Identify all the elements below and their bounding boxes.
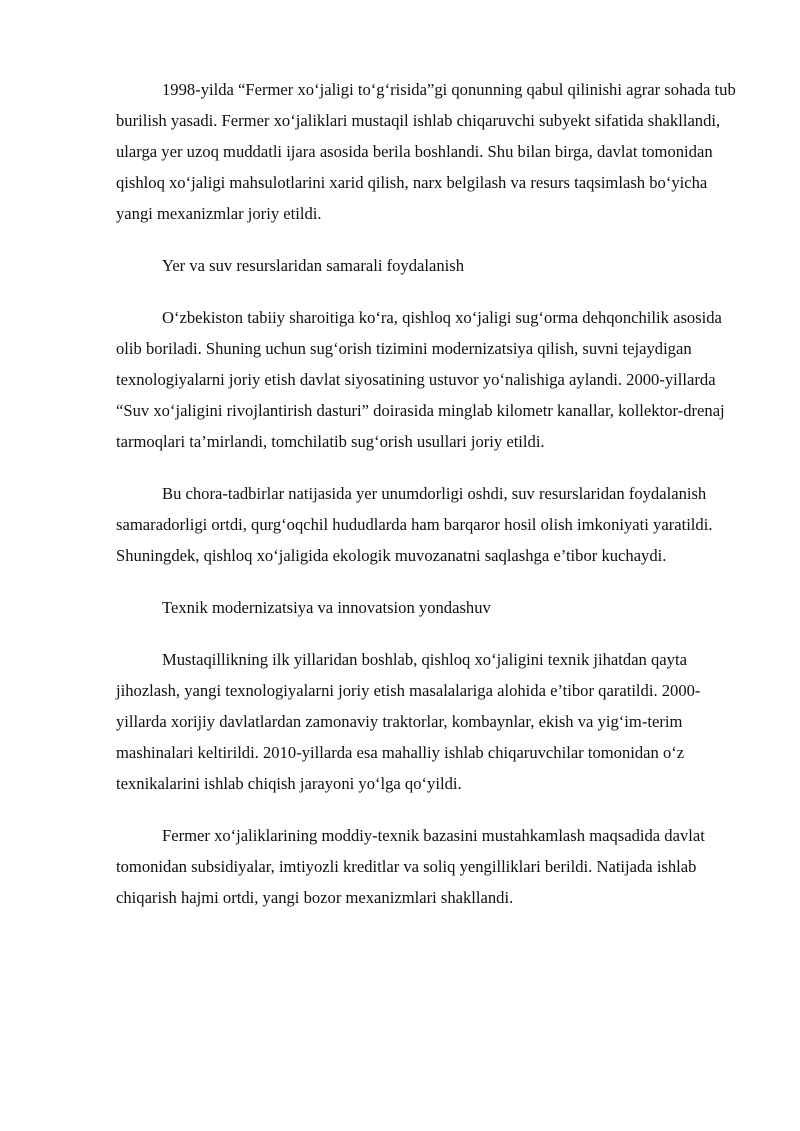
paragraph-subsidies: Fermer xo‘jaliklarining moddiy-texnik bazasini mustahkamlash maqsadida davlat tomonidan subsidiyalar, imtiyozli kreditlar va soliq yengilliklari berildi. Natijada ishlab chiqarish hajmi ortdi, yangi bozor mexanizmlari shakllandi.: [116, 826, 705, 907]
paragraph-machinery: Mustaqillikning ilk yillaridan boshlab, qishloq xo‘jaligini texnik jihatdan qayta jihozlash, yangi texnologiyalarni joriy etish masalalariga alohida e’tibor qaratildi. 2000-yillarda xorijiy davlatlardan zamonaviy traktorlar, kombaynlar, ekish va yig‘im-terim mashinalari keltirildi. 2010-yillarda esa mahalliy ishlab chiqaruvchilar tomonidan o‘z texnikalarini ishlab chiqish jarayoni yo‘lga qo‘yildi.: [116, 650, 701, 793]
section-heading-technical-modernization: Texnik modernizatsiya va innovatsion yondashuv: [162, 598, 491, 617]
paragraph-results: Bu chora-tadbirlar natijasida yer unumdorligi oshdi, suv resurslaridan foydalanish samaradorligi ortdi, qurg‘oqchil hududlarda ham barqaror hosil olish imkoniyati yaratildi. Shuningdek, qishloq xo‘jaligida ekologik muvozanatni saqlashga e’tibor kuchaydi.: [116, 484, 713, 565]
section-heading-land-water: Yer va suv resurslaridan samarali foydalanish: [162, 256, 464, 275]
paragraph-farm-law: 1998-yilda “Fermer xo‘jaligi to‘g‘risida”gi qonunning qabul qilinishi agrar sohada tub burilish yasadi. Fermer xo‘jaliklari mustaqil ishlab chiqaruvchi subyekt sifatida shakllandi, ularga yer uzoq muddatli ijara asosida berila boshlandi. Shu bilan birga, davlat tomonidan qishloq xo‘jaligi mahsulotlarini xarid qilish, narx belgilash va resurs taqsimlash bo‘yicha yangi mexanizmlar joriy etildi.: [116, 80, 736, 223]
document-page: [116, 74, 742, 934]
paragraph-irrigation: O‘zbekiston tabiiy sharoitiga ko‘ra, qishloq xo‘jaligi sug‘orma dehqonchilik asosida olib boriladi. Shuning uchun sug‘orish tizimini modernizatsiya qilish, suvni tejaydigan texnologiyalarni joriy etish davlat siyosatining ustuvor yo‘nalishiga aylandi. 2000-yillarda “Suv xo‘jaligini rivojlantirish dasturi” doirasida minglab kilometr kanallar, kollektor-drenaj tarmoqlari ta’mirlandi, tomchilatib sug‘orish usullari joriy etildi.: [116, 308, 725, 451]
